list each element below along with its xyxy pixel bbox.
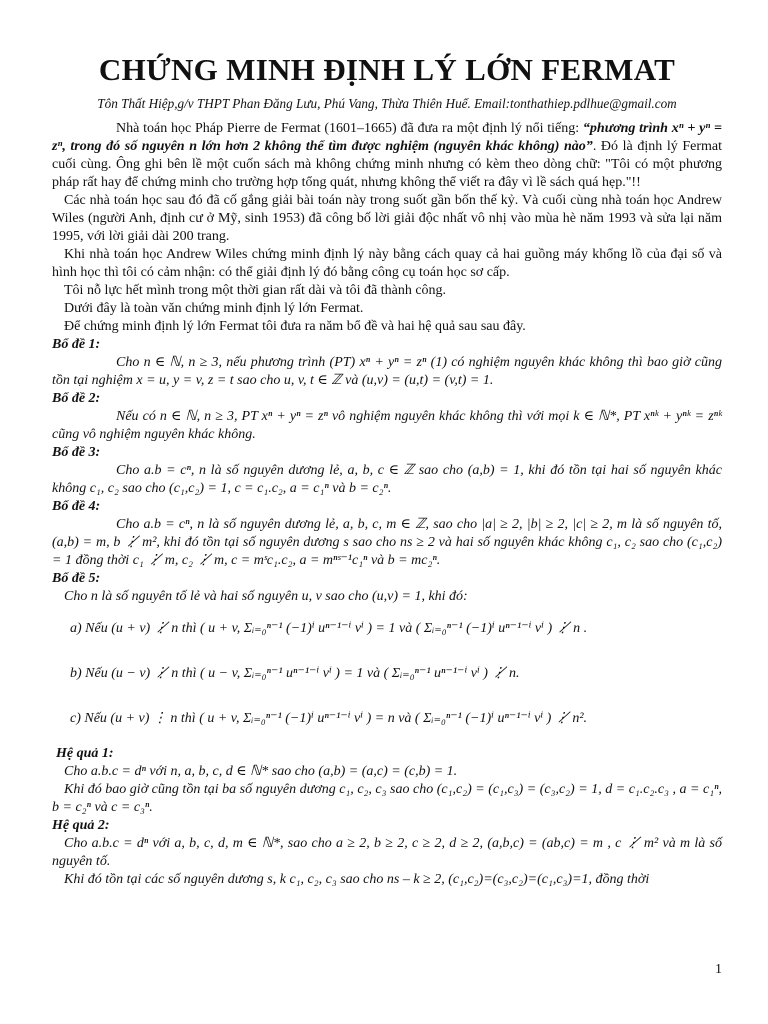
page-number: 1	[715, 962, 722, 977]
lemma-5-heading: Bổ đề 5:	[52, 571, 101, 586]
lemma-5-case-a: a) Nếu (u + v) ⋮̸ n thì ( u + v, Σᵢ₌₀ⁿ⁻¹ (−1)ⁱ uⁿ⁻¹⁻ⁱ vⁱ ) = 1 và ( Σᵢ₌₀ⁿ⁻¹ (−1)ⁱ uⁿ⁻¹⁻ⁱ vⁱ ) ⋮̸ n .	[70, 621, 588, 636]
lemma-5-case-c: c) Nếu (u + v) ⋮ n thì ( u + v, Σᵢ₌₀ⁿ⁻¹ (−1)ⁱ uⁿ⁻¹⁻ⁱ vⁱ ) = n và ( Σᵢ₌₀ⁿ⁻¹ (−1)ⁱ uⁿ⁻¹⁻ⁱ vⁱ ) ⋮̸ n².	[70, 711, 588, 726]
lemma-5-text: Cho n là số nguyên tố lẻ và hai số nguyên u, v sao cho (u,v) = 1, khi đó:	[64, 589, 468, 604]
lemma-4-heading: Bổ đề 4:	[52, 499, 101, 514]
corollary-1-line-1: Cho a.b.c = dⁿ với n, a, b, c, d ∈ ℕ* sao cho (a,b) = (a,c) = (c,b) = 1.	[64, 764, 458, 779]
intro-p1-b: . Đó là định lý Fermat cuối cùng. Ông ghi bên lề một cuốn sách mà không chứng minh nhưng có kèm theo dòng chữ: "Tôi có một phương pháp rất hay để chứng minh cho trường hợp tổng quát, nhưng không thể viết ra đây vì lề sách quá hẹp."!!	[52, 139, 722, 190]
lemma-5-case-b: b) Nếu (u − v) ⋮̸ n thì ( u − v, Σᵢ₌₀ⁿ⁻¹ uⁿ⁻¹⁻ⁱ vⁱ ) = 1 và ( Σᵢ₌₀ⁿ⁻¹ uⁿ⁻¹⁻ⁱ vⁱ ) ⋮̸ n.	[70, 666, 520, 681]
lemma-2-text: Nếu có n ∈ ℕ, n ≥ 3, PT xⁿ + yⁿ = zⁿ vô nghiệm nguyên khác không thì với mọi k ∈ ℕ*, PT xⁿᵏ + yⁿᵏ = zⁿᵏ cũng vô nghiệm nguyên khác không.	[52, 409, 722, 442]
intro-paragraph-6: Để chứng minh định lý lớn Fermat tôi đưa ra năm bổ đề và hai hệ quả sau sau đây.	[64, 319, 526, 334]
intro-p1-a: Nhà toán học Pháp Pierre de Fermat (1601–1665) đã đưa ra một định lý nổi tiếng:	[116, 121, 583, 136]
fermat-quote: “phương trình xⁿ + yⁿ = zⁿ, trong đó số nguyên n lớn hơn 2 không thể tìm được nghiệm (nguyên khác không) nào”	[52, 121, 722, 154]
lemma-3-text: Cho a.b = cⁿ, n là số nguyên dương lẻ, a, b, c ∈ ℤ sao cho (a,b) = 1, khi đó tồn tại hai số nguyên khác không c₁, c₂ sao cho (c₁,c₂) = 1, c = c₁.c₂, a = c₁ⁿ và b = c₂ⁿ.	[52, 463, 722, 496]
lemma-1-heading: Bổ đề 1:	[52, 337, 101, 352]
author-line: Tôn Thất Hiệp,g/v THPT Phan Đăng Lưu, Phú Vang, Thừa Thiên Huế. Email:tonthathiep.pdlhue@gmail.com	[97, 96, 677, 111]
intro-paragraph-4: Tôi nỗ lực hết mình trong một thời gian rất dài và tôi đã thành công.	[64, 283, 447, 298]
corollary-1-heading: Hệ quả 1:	[56, 746, 114, 761]
document-page	[52, 0, 722, 889]
corollary-1-line-2: Khi đó bao giờ cũng tồn tại ba số nguyên dương c₁, c₂, c₃ sao cho (c₁,c₂) = (c₁,c₃) = (c₃,c₂) = 1, d = c₁.c₂.c₃ , a = c₁ⁿ, b = c₂ⁿ và c = c₃ⁿ.	[52, 782, 722, 815]
corollary-2-line-1: Cho a.b.c = dⁿ với a, b, c, d, m ∈ ℕ*, sao cho a ≥ 2, b ≥ 2, c ≥ 2, d ≥ 2, (a,b,c) = (ab,c) = m , c ⋮̸ m² và m là số nguyên tố.	[52, 836, 722, 869]
intro-paragraph-1	[52, 120, 722, 192]
lemma-2-heading: Bổ đề 2:	[52, 391, 101, 406]
corollary-2-heading: Hệ quả 2:	[52, 818, 110, 833]
intro-paragraph-3: Khi nhà toán học Andrew Wiles chứng minh định lý này bằng cách quay cả hai guồng máy khổng lồ của đại số và hình học thì tôi có cảm nhận: có thể giải định lý đó bằng công cụ toán học sơ cấp.	[52, 247, 722, 280]
intro-paragraph-5: Dưới đây là toàn văn chứng minh định lý lớn Fermat.	[64, 301, 364, 316]
lemma-4-text: Cho a.b = cⁿ, n là số nguyên dương lẻ, a, b, c, m ∈ ℤ, sao cho |a| ≥ 2, |b| ≥ 2, |c| ≥ 2, m là số nguyên tố, (a,b) = m, b ⋮̸ m², khi đó tồn tại số nguyên dương s sao cho ns ≥ 2 và hai số nguyên khác không c₁, c₂ sao cho (c₁,c₂) = 1 đồng thời c₁ ⋮̸ m, c₂ ⋮̸ m, c = mˢc₁.c₂, a = mⁿˢ⁻¹c₁ⁿ và b = mc₂ⁿ.	[52, 517, 722, 568]
lemma-1-text: Cho n ∈ ℕ, n ≥ 3, nếu phương trình (PT) xⁿ + yⁿ = zⁿ (1) có nghiệm nguyên khác không thì bao giờ cũng tồn tại nghiệm x = u, y = v, z = t sao cho u, v, t ∈ ℤ và (u,v) = (u,t) = (v,t) = 1.	[52, 355, 722, 388]
corollary-2-line-2: Khi đó tồn tại các số nguyên dương s, k c₁, c₂, c₃ sao cho ns – k ≥ 2, (c₁,c₂)=(c₃,c₂)=(c₁,c₃)=1, đồng thời	[64, 872, 650, 887]
page-title: CHỨNG MINH ĐỊNH LÝ LỚN FERMAT	[98, 52, 676, 87]
intro-paragraph-2: Các nhà toán học sau đó đã cố gắng giải bài toán này trong suốt gần bốn thế kỷ. Và cuối cùng nhà toán học Andrew Wiles (người Anh, định cư ở Mỹ, sinh 1953) đã công bố lời giải độc nhất vô nhị vào mùa hè năm 1993 và sửa lại năm 1995, với lời giải dài 200 trang.	[52, 193, 722, 244]
lemma-3-heading: Bổ đề 3:	[52, 445, 101, 460]
